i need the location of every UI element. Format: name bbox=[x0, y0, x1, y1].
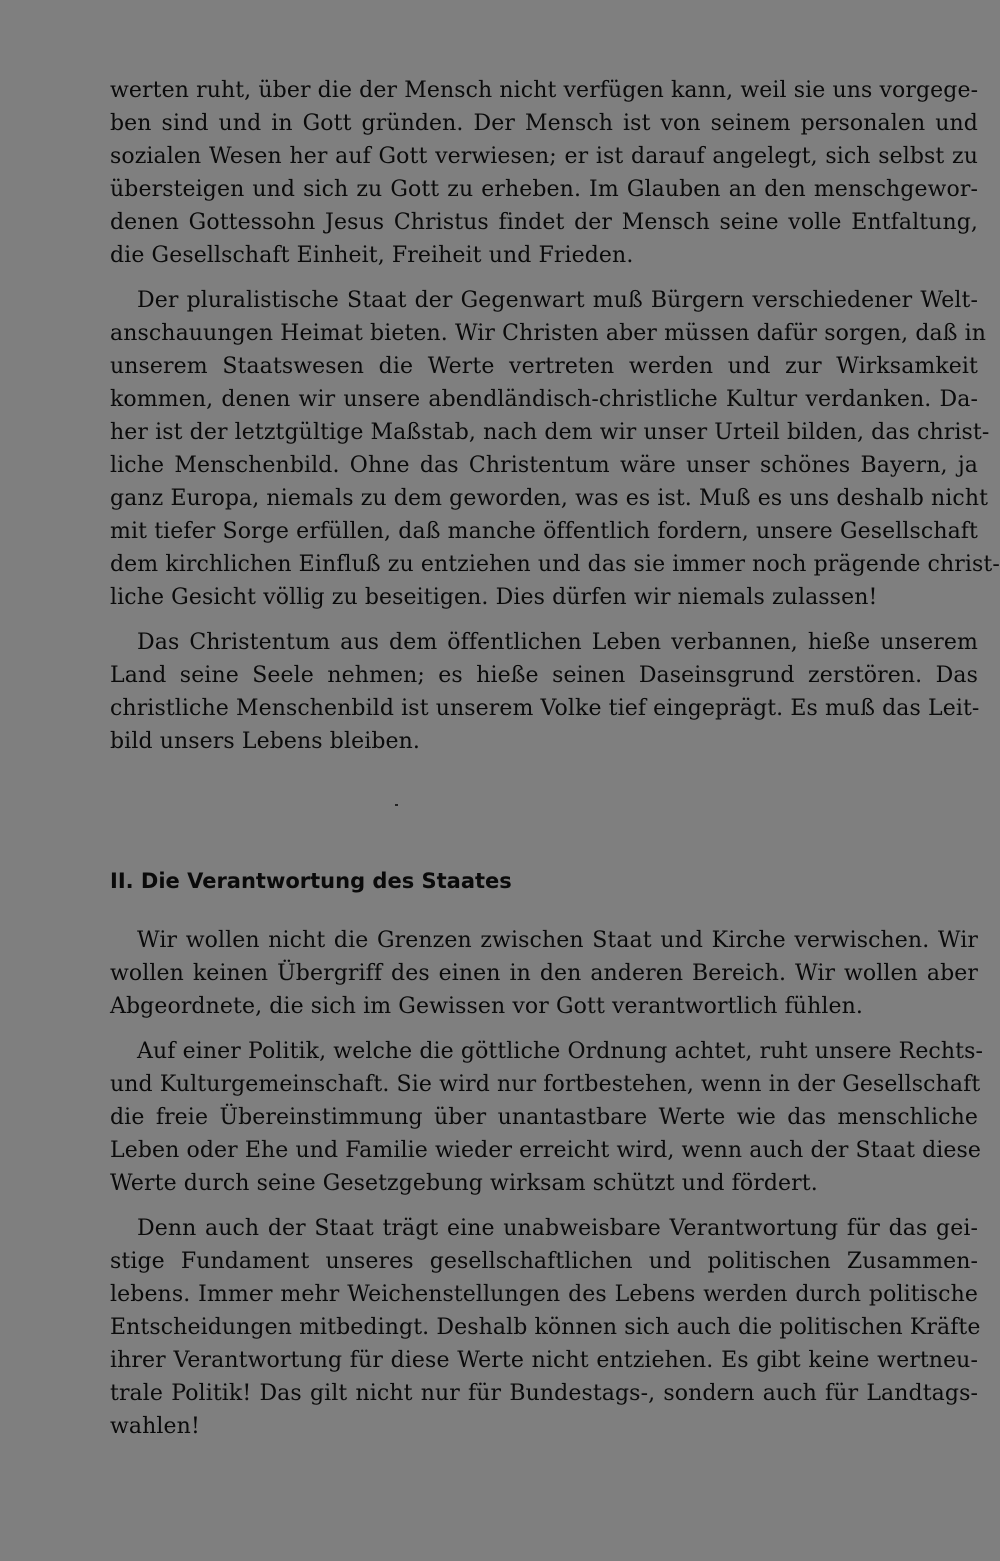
paragraph-line: ganz Europa, niemals zu dem geworden, was es ist. Muß es uns deshalb nicht bbox=[110, 486, 989, 511]
paragraph-line: anschauungen Heimat bieten. Wir Christen aber müssen dafür sorgen, daß in bbox=[110, 321, 987, 346]
top-text-block bbox=[110, 74, 1000, 758]
paragraph-line: liche Gesicht völlig zu beseitigen. Dies dürfen wir niemals zulassen! bbox=[110, 585, 878, 610]
paragraph-line: und Kulturgemeinschaft. Sie wird nur fortbestehen, wenn in der Gesellschaft bbox=[110, 1072, 981, 1097]
section-heading: II. Die Verantwortung des Staates bbox=[110, 869, 512, 893]
paragraph-5 bbox=[110, 1035, 983, 1200]
paragraph-line: Das Christentum aus dem öffentlichen Leben verbannen, hieße unserem bbox=[137, 630, 978, 655]
paragraph-4 bbox=[110, 924, 978, 1023]
paragraph-line: her ist der letztgültige Maßstab, nach dem wir unser Urteil bilden, das christ- bbox=[110, 420, 990, 445]
paragraph-line: sozialen Wesen her auf Gott verwiesen; er ist darauf angelegt, sich selbst zu bbox=[110, 144, 978, 169]
paragraph-line: unserem Staatswesen die Werte vertreten werden und zur Wirksamkeit bbox=[110, 354, 978, 379]
paragraph-line: Land seine Seele nehmen; es hieße seinen Daseinsgrund zerstören. Das bbox=[110, 663, 978, 688]
paragraph-line: denen Gottessohn Jesus Christus findet der Mensch seine volle Entfaltung, bbox=[110, 210, 978, 235]
paragraph-line: wollen keinen Übergriff des einen in den anderen Bereich. Wir wollen aber bbox=[110, 961, 978, 986]
paragraph-line: die freie Übereinstimmung über unantastbare Werte wie das menschliche bbox=[110, 1105, 978, 1130]
paragraph-line: kommen, denen wir unsere abendländisch-christliche Kultur verdanken. Da- bbox=[110, 387, 978, 412]
paragraph-line: Leben oder Ehe und Familie wieder erreicht wird, wenn auch der Staat diese bbox=[110, 1138, 982, 1163]
paragraph-line: Abgeordnete, die sich im Gewissen vor Gott verantwortlich fühlen. bbox=[110, 994, 863, 1019]
paragraph-line: dem kirchlichen Einfluß zu entziehen und das sie immer noch prägende christ- bbox=[110, 552, 1000, 577]
paragraph-line: liche Menschenbild. Ohne das Christentum wäre unser schönes Bayern, ja bbox=[110, 453, 978, 478]
paragraph-line: werten ruht, über die der Mensch nicht verfügen kann, weil sie uns vorgege- bbox=[110, 78, 979, 103]
paragraph-6 bbox=[110, 1212, 981, 1443]
paragraph-line: wahlen! bbox=[110, 1414, 200, 1439]
paragraph-line: ben sind und in Gott gründen. Der Mensch ist von seinem personalen und bbox=[110, 111, 978, 136]
paragraph-line: übersteigen und sich zu Gott zu erheben. Im Glauben an den menschgewor- bbox=[110, 177, 978, 202]
paragraph-line: bild unsers Lebens bleiben. bbox=[110, 729, 421, 754]
paragraph-line: Denn auch der Staat trägt eine unabweisbare Verantwortung für das gei- bbox=[137, 1216, 978, 1241]
paragraph-line: Auf einer Politik, welche die göttliche Ordnung achtet, ruht unsere Rechts- bbox=[137, 1039, 983, 1064]
section-text-block bbox=[110, 924, 983, 1443]
paragraph-1 bbox=[110, 74, 978, 272]
stray-dot-mark bbox=[395, 804, 398, 806]
paragraph-line: christliche Menschenbild ist unserem Volke tief eingeprägt. Es muß das Leit- bbox=[110, 696, 980, 721]
paragraph-line: die Gesellschaft Einheit, Freiheit und Frieden. bbox=[110, 243, 634, 268]
paragraph-line: Werte durch seine Gesetzgebung wirksam schützt und fördert. bbox=[110, 1171, 818, 1196]
paragraph-line: stige Fundament unseres gesellschaftlichen und politischen Zusammen- bbox=[110, 1249, 978, 1274]
paragraph-3 bbox=[110, 626, 978, 758]
paragraph-line: mit tiefer Sorge erfüllen, daß manche öffentlich fordern, unsere Gesellschaft bbox=[110, 519, 978, 544]
paragraph-line: Wir wollen nicht die Grenzen zwischen Staat und Kirche verwischen. Wir bbox=[137, 928, 978, 953]
paragraph-line: lebens. Immer mehr Weichenstellungen des Lebens werden durch politische bbox=[110, 1282, 978, 1307]
paragraph-line: trale Politik! Das gilt nicht nur für Bundestags-, sondern auch für Landtags- bbox=[110, 1381, 978, 1406]
paragraph-line: Entscheidungen mitbedingt. Deshalb können sich auch die politischen Kräfte bbox=[110, 1315, 981, 1340]
paragraph-2 bbox=[110, 284, 1000, 614]
paragraph-line: Der pluralistische Staat der Gegenwart muß Bürgern verschiedener Welt- bbox=[137, 288, 978, 313]
paragraph-line: ihrer Verantwortung für diese Werte nicht entziehen. Es gibt keine wertneu- bbox=[110, 1348, 978, 1373]
